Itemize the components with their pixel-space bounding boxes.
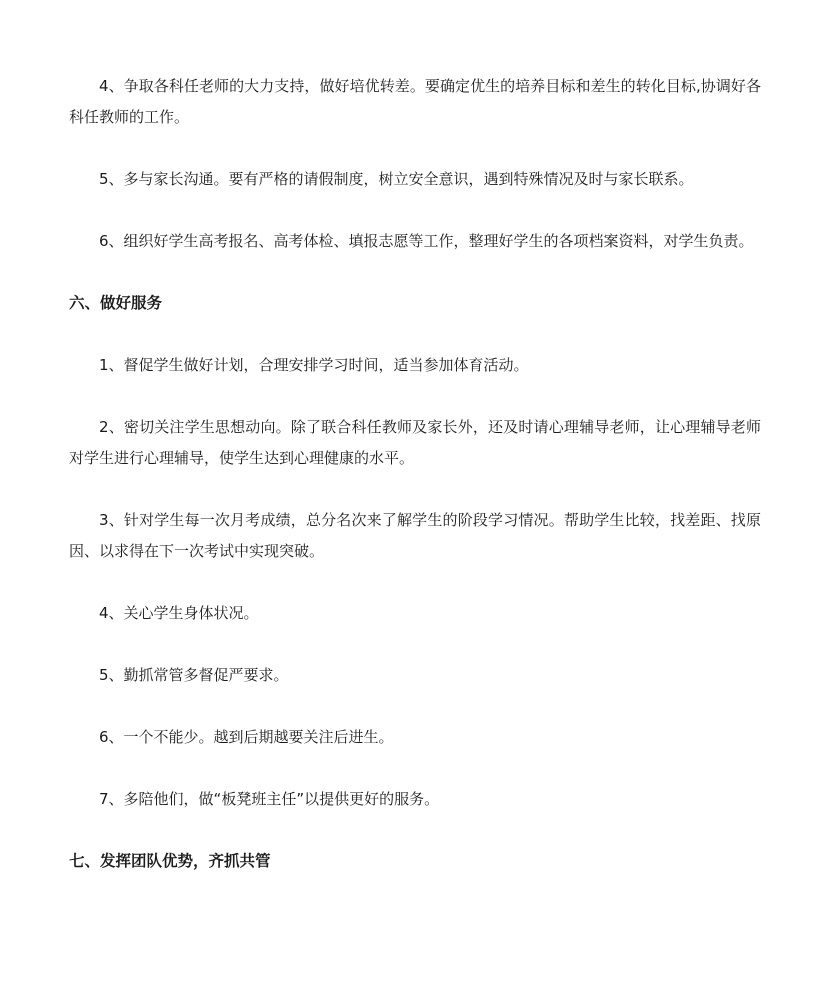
- paragraph: 4、关心学生身体状况。: [99, 604, 259, 622]
- paragraph: 6、组织好学生高考报名、高考体检、填报志愿等工作，整理好学生的各项档案资料，对学生负责。: [99, 232, 754, 250]
- paragraph: 6、一个不能少。越到后期越要关注后进生。: [99, 728, 394, 746]
- paragraph: 3、针对学生每一次月考成绩，总分名次来了解学生的阶段学习情况。帮助学生比较，找差距、找原因、以求得在下一次考试中实现突破。: [69, 511, 761, 560]
- paragraph: 5、勤抓常管多督促严要求。: [99, 666, 289, 684]
- paragraph: 4、争取各科任老师的大力支持，做好培优转差。要确定优生的培养目标和差生的转化目标,协调好各科任教师的工作。: [69, 77, 761, 126]
- section-heading: 六、做好服务: [69, 294, 163, 312]
- section-heading: 七、发挥团队优势，齐抓共管: [69, 852, 271, 870]
- paragraph: 7、多陪他们，做“板凳班主任”以提供更好的服务。: [99, 790, 440, 808]
- paragraph: 2、密切关注学生思想动向。除了联合科任教师及家长外，还及时请心理辅导老师，让心理辅导老师对学生进行心理辅导，使学生达到心理健康的水平。: [69, 418, 761, 467]
- document-page: [69, 71, 761, 908]
- paragraph: 5、多与家长沟通。要有严格的请假制度，树立安全意识，遇到特殊情况及时与家长联系。: [99, 170, 694, 188]
- paragraph: 1、督促学生做好计划，合理安排学习时间，适当参加体育活动。: [99, 356, 529, 374]
